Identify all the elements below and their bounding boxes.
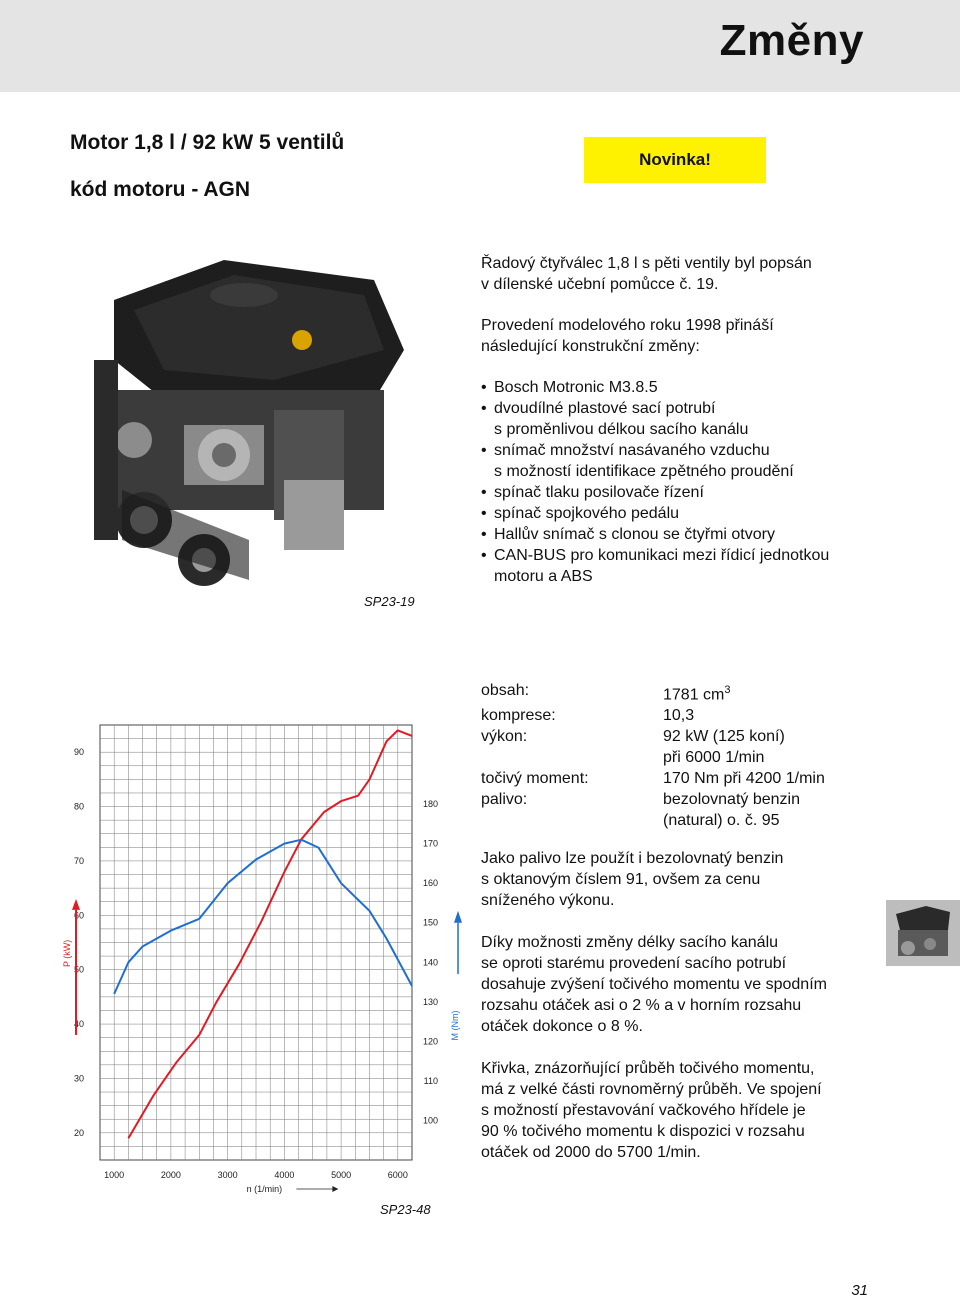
spec-label (481, 747, 663, 768)
spec-row (481, 726, 825, 747)
spec-value: 92 kW (125 koní) (663, 728, 785, 746)
text-line: s možností identifikace zpětného proudění (494, 463, 794, 480)
text-line: s možností přestavování vačkového hřídele je (481, 1102, 806, 1119)
y-right-axis-label: M (Nm) (450, 1010, 460, 1041)
text-line: s proměnlivou délkou sacího kanálu (494, 421, 749, 438)
text-line: Jako palivo lze použít i bezolovnatý benzin (481, 850, 784, 867)
engine-thumbnail-icon (886, 900, 960, 966)
spec-value: 170 Nm při 4200 1/min (663, 770, 825, 788)
paragraph-intake (481, 932, 827, 1037)
y-left-tick-label: 50 (73, 964, 84, 975)
x-tick-label: 1000 (104, 1170, 125, 1180)
page-title: Změny (719, 16, 864, 65)
text-line: 90 % točivého momentu k dispozici v rozsahu (481, 1123, 805, 1140)
text-line: s oktanovým číslem 91, ovšem za cenu (481, 871, 761, 888)
spec-table (481, 680, 825, 831)
chart-grid (100, 725, 412, 1160)
text-line: rozsahu otáček asi o 2 % a v horním rozsahu (481, 997, 802, 1014)
y-left-axis-label: P (kW) (62, 939, 72, 968)
paragraph-fuel (481, 848, 783, 911)
spec-row (481, 680, 825, 705)
engine-photo-icon (74, 240, 414, 612)
text-line: dosahuje zvýšení točivého momentu ve spodním (481, 976, 827, 993)
y-left-tick-label: 40 (73, 1019, 84, 1030)
y-right-tick-label: 120 (422, 1036, 438, 1047)
x-tick-label: 2000 (160, 1170, 181, 1180)
intro-paragraph-1 (481, 253, 812, 295)
text-line: • Bosch Motronic M3.8.5 (494, 379, 658, 396)
y-right-tick-label: 150 (422, 917, 438, 928)
spec-label: výkon: (481, 728, 528, 746)
intro-paragraph-2 (481, 315, 774, 357)
spec-value: 10,3 (663, 707, 695, 725)
spec-row (481, 789, 825, 810)
x-tick-label: 5000 (331, 1170, 352, 1180)
feature-list (481, 377, 829, 587)
y-left-tick-label: 90 (73, 747, 84, 758)
text-line: v dílenské učební pomůcce č. 19. (481, 276, 719, 293)
text-line: má z velké části rovnoměrný průběh. Ve spojení (481, 1081, 822, 1098)
paragraph-torque (481, 1058, 822, 1163)
y-right-tick-label: 160 (422, 878, 438, 889)
x-tick-label: 3000 (217, 1170, 238, 1180)
text-line: • dvoudílné plastové sací potrubí (494, 400, 716, 417)
y-right-tick-label: 170 (422, 838, 438, 849)
engine-code-title: kód motoru - AGN (70, 178, 251, 201)
y-left-tick-label: 20 (73, 1127, 84, 1138)
text-line: sníženého výkonu. (481, 892, 615, 909)
spec-label: komprese: (481, 707, 556, 725)
spec-value: při 6000 1/min (663, 749, 765, 767)
text-line: • snímač množství nasávaného vzduchu (494, 442, 770, 459)
text-line: • CAN-BUS pro komunikaci mezi řídicí jednotkou (494, 547, 830, 564)
spec-row (481, 747, 825, 768)
text-line: Křivka, znázorňující průběh točivého momentu, (481, 1060, 815, 1077)
spec-label (481, 810, 663, 831)
x-axis-label: n (1/min) (246, 1184, 283, 1194)
text-line: se oproti starému provedení sacího potrubí (481, 955, 787, 972)
text-line: • Hallův snímač s clonou se čtyřmi otvory (494, 526, 775, 543)
list-item (481, 503, 829, 524)
text-line: Díky možnosti změny délky sacího kanálu (481, 934, 779, 951)
y-left-tick-label: 70 (73, 855, 84, 866)
text-line: následující konstrukční změny: (481, 338, 700, 355)
spec-row (481, 810, 825, 831)
text-line: otáček od 2000 do 5700 1/min. (481, 1144, 701, 1161)
spec-label: palivo: (481, 791, 528, 809)
list-item (481, 482, 829, 503)
spec-value: 1781 $cm^3$ (663, 684, 731, 704)
y-right-axis-arrowhead (454, 911, 462, 923)
section-title: Motor 1,8 l / 92 kW 5 ventilů (70, 131, 345, 154)
list-item (481, 398, 829, 440)
y-right-tick-label: 100 (422, 1115, 438, 1126)
y-left-axis-arrowhead (72, 899, 80, 910)
new-badge: Novinka! (584, 137, 766, 183)
x-tick-label: 4000 (274, 1170, 295, 1180)
text-line: Provedení modelového roku 1998 přináší (481, 317, 774, 334)
y-left-tick-label: 30 (73, 1073, 84, 1084)
y-right-tick-label: 140 (422, 957, 438, 968)
text-line: • spínač spojkového pedálu (494, 505, 680, 522)
list-item (481, 440, 829, 482)
spec-value: bezolovnatý benzin (663, 791, 800, 809)
y-right-tick-label: 110 (423, 1075, 438, 1086)
y-left-tick-label: 60 (73, 910, 84, 921)
performance-chart (50, 700, 470, 1210)
spec-row (481, 768, 825, 789)
spec-value: (natural) o. č. 95 (663, 812, 780, 830)
y-left-tick-label: 80 (73, 801, 84, 812)
x-axis-arrowhead (332, 1186, 338, 1192)
list-item (481, 377, 829, 398)
text-line: • spínač tlaku posilovače řízení (494, 484, 704, 501)
spec-label: točivý moment: (481, 770, 589, 788)
spec-row (481, 705, 825, 726)
y-right-tick-label: 130 (422, 996, 438, 1007)
text-line: motoru a ABS (494, 568, 593, 585)
spec-label: obsah: (481, 682, 530, 699)
figure-caption-chart: SP23-48 (380, 1202, 431, 1217)
y-right-tick-label: 180 (422, 799, 438, 810)
text-line: otáček dokonce o 8 %. (481, 1018, 643, 1035)
page-number: 31 (851, 1282, 868, 1299)
list-item (481, 524, 829, 545)
x-tick-label: 6000 (387, 1170, 408, 1180)
list-item (481, 545, 829, 587)
figure-caption-engine: SP23-19 (364, 594, 415, 609)
text-line: Řadový čtyřválec 1,8 l s pěti ventily byl popsán (481, 255, 812, 272)
